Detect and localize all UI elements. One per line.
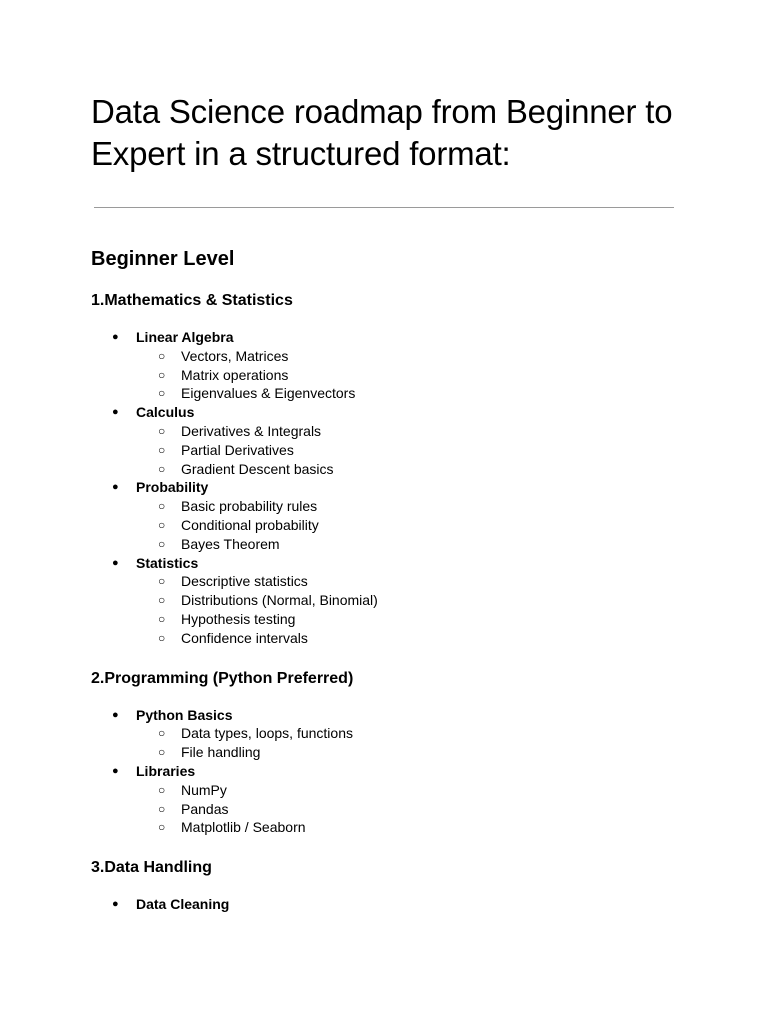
topic-label: Linear Algebra (136, 329, 234, 345)
topic-item (91, 478, 674, 553)
subtopic-list (136, 422, 674, 478)
hollow-circle-bullet-icon: ○ (158, 423, 166, 438)
topic-item (91, 706, 674, 762)
topic-label: Python Basics (136, 706, 233, 723)
topic-item (91, 554, 674, 648)
hollow-circle-bullet-icon: ○ (158, 745, 166, 760)
subtopic-text: Vectors, Matrices (181, 347, 289, 364)
filled-circle-bullet-icon: ● (112, 406, 119, 419)
topic-item (91, 762, 674, 837)
subtopic-item (136, 724, 674, 743)
subtopic-item (136, 591, 674, 610)
subtopic-list (136, 347, 674, 403)
subtopic-text: Confidence intervals (181, 629, 308, 646)
subtopic-text: Eigenvalues & Eigenvectors (181, 385, 356, 402)
hollow-circle-bullet-icon: ○ (158, 348, 166, 363)
subtopic-list (136, 572, 674, 647)
topic-label: Calculus (136, 404, 195, 421)
topic-label: Data Cleaning (136, 896, 230, 913)
subtopic-item (136, 441, 674, 460)
hollow-circle-bullet-icon: ○ (158, 386, 166, 401)
hollow-circle-bullet-icon: ○ (158, 630, 166, 645)
filled-circle-bullet-icon: ● (112, 481, 119, 494)
hollow-circle-bullet-icon: ○ (158, 517, 166, 532)
subtopic-item (136, 384, 674, 403)
subtopic-list (136, 724, 674, 762)
subtopic-text: Conditional probability (181, 516, 319, 533)
subtopic-item (136, 572, 674, 591)
filled-circle-bullet-icon: ● (112, 331, 119, 343)
subtopic-item (136, 497, 674, 516)
subtopic-text: Partial Derivatives (181, 441, 294, 458)
subtopic-item (136, 610, 674, 629)
section-heading: 1.Mathematics & Statistics (91, 292, 293, 309)
hollow-circle-bullet-icon: ○ (158, 442, 166, 457)
subtopic-text: Gradient Descent basics (181, 460, 334, 477)
subtopic-item (136, 818, 674, 837)
subtopic-text: Basic probability rules (181, 498, 318, 515)
subtopic-item (136, 535, 674, 554)
document-title: Data Science roadmap from Beginner to Expert in a structured format: (91, 93, 673, 172)
hollow-circle-bullet-icon: ○ (158, 593, 166, 608)
subtopic-item (136, 516, 674, 535)
subtopic-item (136, 422, 674, 441)
subtopic-text: Data types, loops, functions (181, 725, 353, 742)
subtopic-list (136, 781, 674, 837)
subtopic-text: Descriptive statistics (181, 573, 308, 590)
hollow-circle-bullet-icon: ○ (158, 461, 166, 476)
subtopic-text: Distributions (Normal, Binomial) (181, 592, 378, 609)
topic-item (91, 895, 674, 914)
topic-list (91, 706, 674, 838)
filled-circle-bullet-icon: ● (112, 556, 119, 569)
topic-list (91, 328, 674, 648)
subtopic-item (136, 800, 674, 819)
hollow-circle-bullet-icon: ○ (158, 574, 166, 589)
subtopic-text: Bayes Theorem (181, 535, 280, 552)
hollow-circle-bullet-icon: ○ (158, 726, 166, 741)
hollow-circle-bullet-icon: ○ (158, 536, 166, 551)
subtopic-text: Hypothesis testing (181, 610, 296, 627)
subtopic-item (136, 629, 674, 648)
hollow-circle-bullet-icon: ○ (158, 820, 166, 835)
topic-label: Libraries (136, 762, 196, 779)
subtopic-item (136, 743, 674, 762)
hollow-circle-bullet-icon: ○ (158, 499, 166, 514)
filled-circle-bullet-icon: ● (112, 764, 119, 777)
topic-item (91, 403, 674, 478)
subtopic-text: Pandas (181, 800, 229, 817)
hollow-circle-bullet-icon: ○ (158, 782, 166, 797)
horizontal-divider (94, 207, 674, 208)
topic-label: Statistics (136, 554, 199, 571)
section-heading: 2.Programming (Python Preferred) (91, 669, 354, 687)
subtopic-list (136, 497, 674, 553)
subtopic-item (136, 781, 674, 800)
level-heading: Beginner Level (91, 248, 235, 270)
subtopic-text: Derivatives & Integrals (181, 422, 322, 439)
topic-list (91, 895, 674, 914)
subtopic-text: NumPy (181, 781, 227, 798)
topic-label: Probability (136, 479, 209, 496)
subtopic-item (136, 460, 674, 479)
section-heading: 3.Data Handling (91, 859, 212, 877)
sections-container (91, 291, 674, 914)
hollow-circle-bullet-icon: ○ (158, 611, 166, 626)
hollow-circle-bullet-icon: ○ (158, 801, 166, 816)
subtopic-item (136, 366, 674, 385)
topic-item (91, 328, 674, 403)
filled-circle-bullet-icon: ● (112, 708, 119, 721)
hollow-circle-bullet-icon: ○ (158, 367, 166, 382)
subtopic-text: Matrix operations (181, 366, 289, 383)
subtopic-text: Matplotlib / Seaborn (181, 819, 306, 836)
subtopic-item (136, 347, 674, 366)
filled-circle-bullet-icon: ● (112, 898, 119, 911)
subtopic-text: File handling (181, 744, 261, 761)
